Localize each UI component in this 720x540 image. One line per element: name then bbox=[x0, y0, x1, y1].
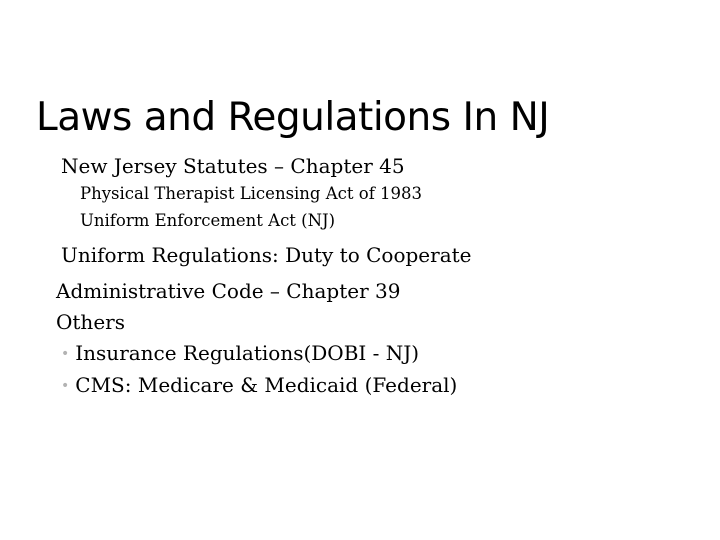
cms-item bbox=[61, 373, 457, 397]
slide-title: Laws and Regulations In NJ bbox=[36, 95, 550, 140]
administrative-code-line: Administrative Code – Chapter 39 bbox=[56, 279, 401, 303]
enforcement-act-line: Uniform Enforcement Act (NJ) bbox=[80, 211, 336, 230]
cms-text: CMS: Medicare & Medicaid (Federal) bbox=[75, 373, 458, 397]
statutes-line: New Jersey Statutes – Chapter 45 bbox=[61, 154, 405, 178]
licensing-act-line: Physical Therapist Licensing Act of 1983 bbox=[80, 184, 423, 203]
uniform-regulations-line: Uniform Regulations: Duty to Cooperate bbox=[61, 243, 472, 267]
bullet-icon: • bbox=[61, 346, 70, 362]
bullet-icon: • bbox=[61, 378, 70, 394]
others-line: Others bbox=[56, 310, 125, 334]
insurance-regulations-text: Insurance Regulations(DOBI - NJ) bbox=[75, 341, 420, 365]
insurance-regulations-item bbox=[61, 341, 419, 365]
